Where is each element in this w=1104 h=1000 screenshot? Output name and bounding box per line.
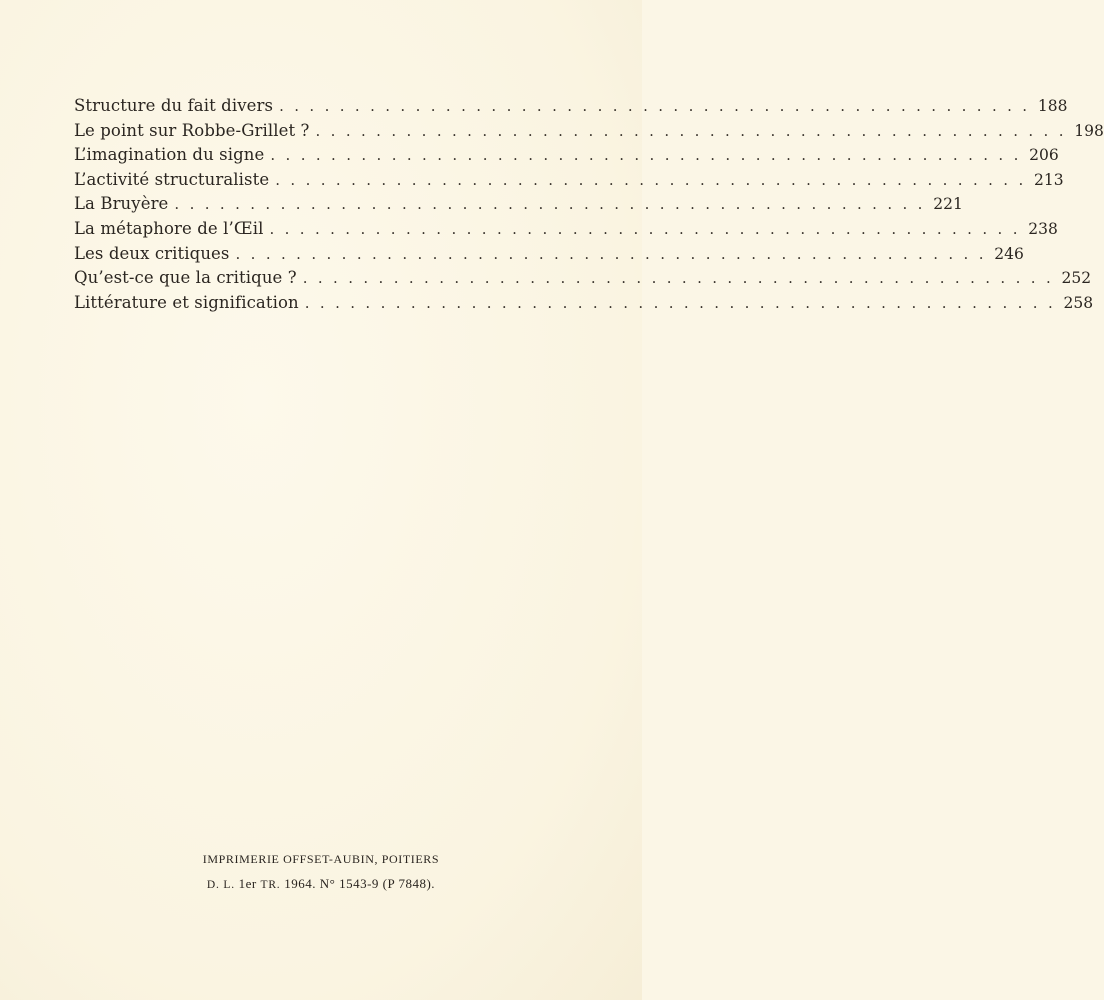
toc-entry xyxy=(74,266,1092,291)
toc-entry xyxy=(74,217,1058,242)
toc-leader-dots: .................................................. xyxy=(174,195,933,214)
toc-entry-page: 206 xyxy=(1029,146,1059,165)
toc-entry-page: 213 xyxy=(1034,170,1064,189)
toc-leader-dots: .................................................. xyxy=(279,97,1038,115)
toc-entry xyxy=(74,192,963,217)
toc-entry xyxy=(74,143,1059,168)
toc-entry-title: L’imagination du signe xyxy=(74,145,265,165)
toc-entry-title: Les deux critiques xyxy=(74,243,230,263)
printer-colophon xyxy=(0,852,642,867)
toc-entry xyxy=(74,94,1068,119)
printer-name: IMPRIMERIE OFFSET-AUBIN, POITIERS xyxy=(202,852,440,866)
toc-entry-title: La Bruyère xyxy=(74,194,169,214)
toc-leader-dots: .................................................. xyxy=(269,219,1028,238)
toc-entry-page: 238 xyxy=(1028,219,1058,238)
toc-entry xyxy=(74,242,1024,267)
legal-deposit-details: 1964. N° 1543-9 (P 7848). xyxy=(284,876,436,891)
toc-entry xyxy=(74,119,1104,144)
legal-deposit-prefix: D. L. xyxy=(206,879,235,891)
toc-entry-page: 246 xyxy=(994,244,1024,263)
toc-entry xyxy=(74,291,1094,316)
toc-entry-title: La métaphore de l’Œil xyxy=(74,218,264,238)
legal-deposit-label: TR. xyxy=(260,879,281,891)
toc-entry-title: L’activité structuraliste xyxy=(74,169,270,189)
toc-leader-dots: .................................................. xyxy=(235,244,994,263)
toc-entry-page: 188 xyxy=(1037,97,1068,115)
toc-entry-title: Structure du fait divers xyxy=(74,96,274,115)
toc-leader-dots: .................................................. xyxy=(315,121,1074,140)
toc-leader-dots: .................................................. xyxy=(275,170,1034,189)
toc-entry-page: 252 xyxy=(1061,269,1092,288)
toc-leader-dots: .................................................. xyxy=(302,269,1062,288)
legal-deposit-line xyxy=(0,876,642,892)
toc-entry-title: Le point sur Robbe-Grillet ? xyxy=(74,120,310,140)
toc-entry-page: 221 xyxy=(933,195,963,214)
toc-entry xyxy=(74,168,1064,193)
toc-entry-title: Littérature et signification xyxy=(74,292,299,312)
toc-leader-dots: .................................................. xyxy=(270,146,1029,165)
toc-entry-title: Qu’est-ce que la critique ? xyxy=(74,268,297,288)
toc-entry-page: 258 xyxy=(1063,293,1094,312)
toc-entry-page: 198 xyxy=(1074,121,1104,140)
legal-deposit-quarter: 1er xyxy=(238,876,257,891)
toc-leader-dots: .................................................. xyxy=(304,293,1064,312)
table-of-contents xyxy=(74,94,1104,315)
